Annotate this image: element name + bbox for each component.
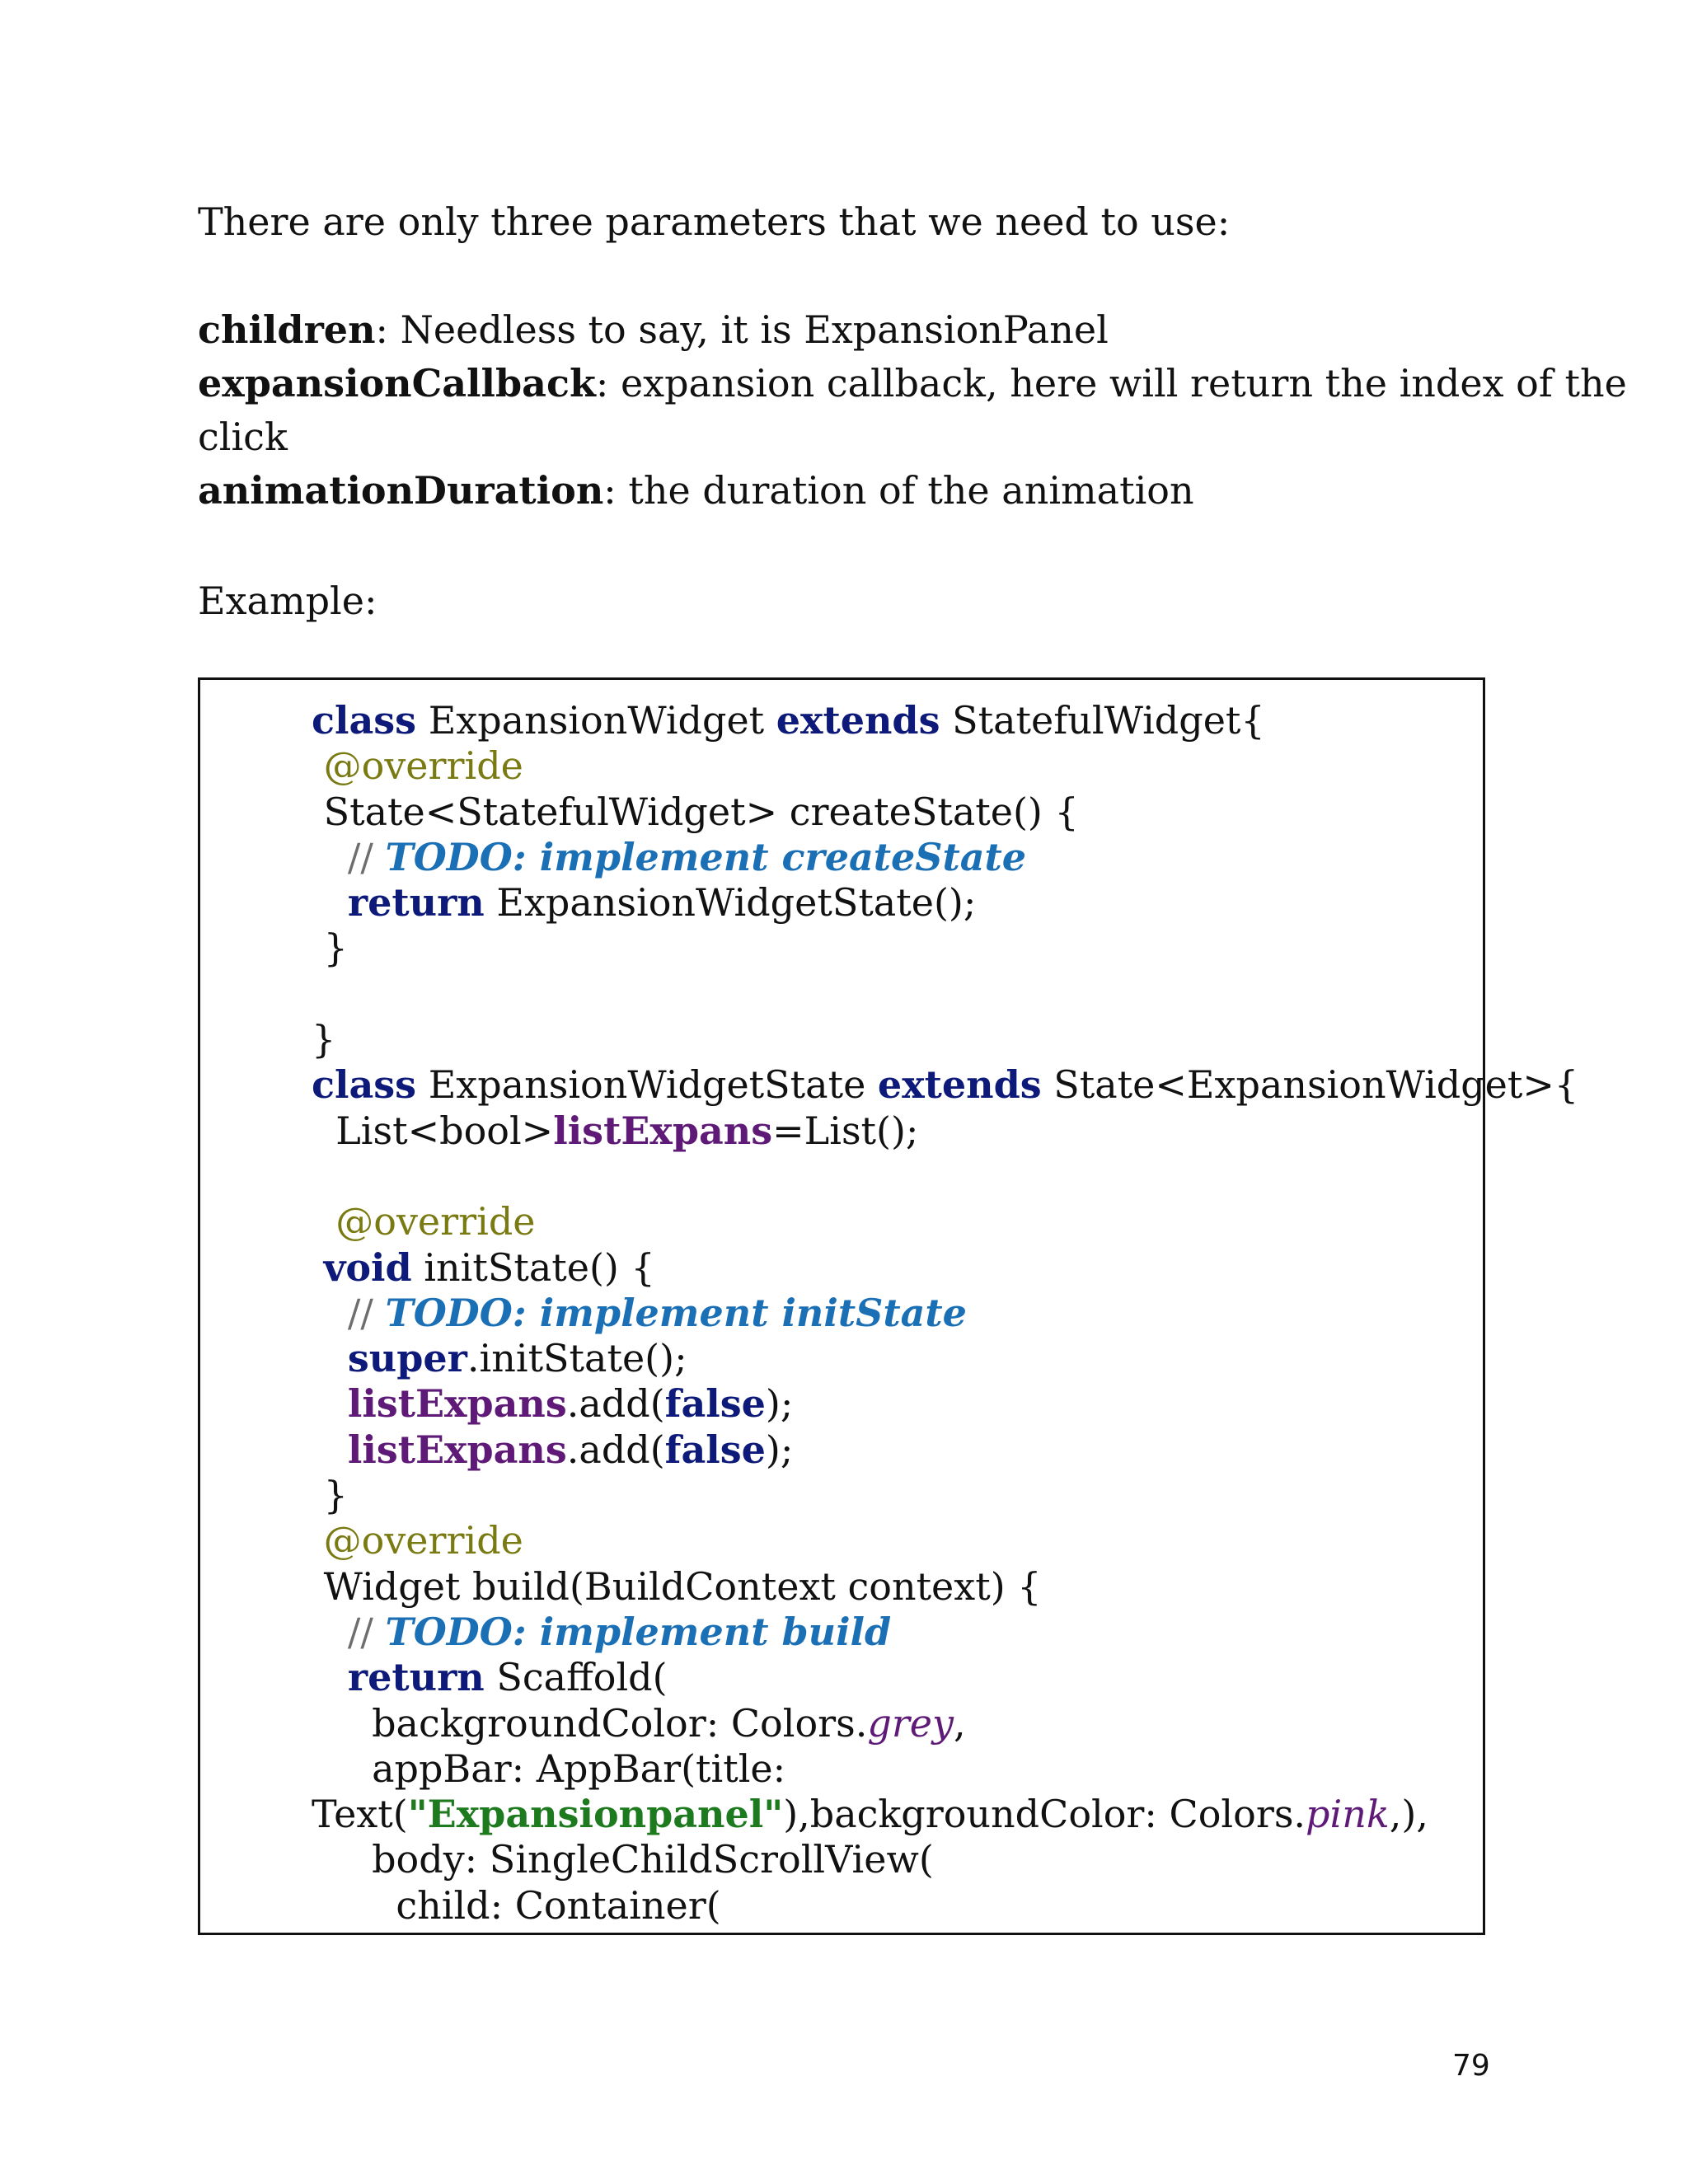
code-token: StatefulWidget{ <box>940 698 1265 743</box>
code-line <box>312 743 1578 789</box>
code-line <box>312 1336 1578 1381</box>
code-token: .initState(); <box>467 1336 687 1381</box>
code-token: class <box>312 698 417 743</box>
code-token: TODO: implement initState <box>385 1290 967 1335</box>
definition-animation-duration <box>198 464 1500 518</box>
code-token: super <box>347 1336 467 1381</box>
code-line <box>312 880 1578 926</box>
code-token: class <box>312 1062 417 1108</box>
code-token: State<StatefulWidget> createState() { <box>312 789 1079 834</box>
code-token: listExpans <box>347 1427 567 1472</box>
definition-text: : Needless to say, it is ExpansionPanel <box>375 307 1109 352</box>
code-token: ,), <box>1389 1792 1428 1837</box>
code-token: child: Container( <box>312 1882 721 1928</box>
code-token <box>312 1199 335 1244</box>
code-line <box>312 835 1578 880</box>
code-token: @override <box>323 1518 523 1563</box>
code-token: // <box>347 834 373 879</box>
code-listing <box>312 698 1578 1929</box>
code-token: initState() { <box>411 1244 655 1290</box>
code-line <box>312 1199 1578 1244</box>
code-token: return <box>347 880 485 926</box>
code-block <box>198 677 1579 1935</box>
definition-wrap-line: click <box>198 415 288 459</box>
code-token: backgroundColor: Colors. <box>312 1700 868 1746</box>
code-line <box>312 972 1578 1017</box>
code-token: extends <box>877 1062 1042 1108</box>
code-token: appBar: AppBar(title: <box>312 1746 786 1791</box>
code-token: extends <box>776 698 940 743</box>
code-token: listExpans <box>553 1108 773 1153</box>
code-token <box>373 835 386 879</box>
code-token <box>373 1291 386 1335</box>
code-line <box>312 1792 1578 1837</box>
code-token: ExpansionWidget <box>416 698 776 743</box>
code-token: // <box>347 1290 373 1335</box>
code-token: } <box>312 1017 336 1062</box>
code-line <box>312 1062 1578 1108</box>
code-line <box>312 1837 1578 1882</box>
definition-term: animationDuration <box>198 468 604 513</box>
intro-paragraph: There are only three parameters that we need to use: <box>198 199 1231 244</box>
code-token: Scaffold( <box>484 1655 668 1700</box>
code-token: return <box>347 1655 485 1700</box>
definition-term: expansionCallback <box>198 361 596 405</box>
code-token: } <box>312 1473 348 1518</box>
code-line <box>312 1381 1578 1427</box>
code-token: .add( <box>566 1381 665 1427</box>
code-token: pink <box>1306 1792 1390 1837</box>
code-line <box>312 1427 1578 1473</box>
code-token: "Expansionpanel" <box>407 1792 784 1837</box>
code-line <box>312 790 1578 835</box>
code-line <box>312 1154 1578 1199</box>
code-line <box>312 1291 1578 1336</box>
code-token: State<ExpansionWidget>{ <box>1041 1062 1579 1108</box>
code-token <box>312 1245 324 1290</box>
code-line <box>312 1746 1578 1792</box>
code-token: Widget build(BuildContext context) { <box>312 1563 1042 1609</box>
code-token: } <box>312 926 348 971</box>
code-token: ); <box>765 1381 794 1427</box>
code-line <box>312 1655 1578 1700</box>
code-token <box>312 835 348 879</box>
code-line <box>312 1883 1578 1929</box>
code-token <box>312 880 348 925</box>
code-token: ExpansionWidgetState <box>416 1062 878 1108</box>
code-token: TODO: implement createState <box>385 834 1027 879</box>
code-token: grey <box>867 1700 954 1746</box>
code-token: ),backgroundColor: Colors. <box>783 1792 1306 1837</box>
definition-term: children <box>198 307 376 352</box>
code-token: false <box>664 1427 766 1472</box>
code-line <box>312 1564 1578 1610</box>
code-token <box>312 1381 348 1426</box>
code-line <box>312 1610 1578 1655</box>
code-token <box>373 1610 386 1654</box>
code-token: Text( <box>312 1792 408 1837</box>
definition-text: : the duration of the animation <box>603 468 1194 513</box>
code-line <box>312 1473 1578 1518</box>
code-line <box>312 698 1578 743</box>
code-token: @override <box>335 1199 536 1244</box>
code-token: ); <box>765 1427 794 1472</box>
code-line <box>312 1518 1578 1563</box>
code-line <box>312 1017 1578 1062</box>
code-token <box>312 1518 324 1563</box>
code-token <box>312 743 324 788</box>
code-token: TODO: implement build <box>385 1609 892 1654</box>
definition-text: : expansion callback, here will return the index of the <box>595 361 1627 405</box>
definition-expansion-callback <box>198 357 1627 410</box>
code-token: // <box>347 1609 373 1654</box>
definition-children <box>198 303 1500 357</box>
code-token <box>312 1291 348 1335</box>
code-line <box>312 1701 1578 1746</box>
code-token: List<bool> <box>312 1108 554 1153</box>
code-token: .add( <box>566 1427 665 1472</box>
code-token <box>312 1427 348 1472</box>
code-token: body: SingleChildScrollView( <box>312 1837 934 1882</box>
code-token <box>312 1655 348 1699</box>
page-number: 79 <box>1452 2049 1490 2083</box>
code-token: false <box>664 1381 766 1427</box>
code-line <box>312 926 1578 971</box>
code-line <box>312 1108 1578 1154</box>
code-token: =List(); <box>772 1108 919 1153</box>
code-token: @override <box>323 743 523 789</box>
example-label: Example: <box>198 579 377 623</box>
parameter-definitions <box>198 303 1627 518</box>
code-token: , <box>954 1700 966 1746</box>
code-token: void <box>323 1244 412 1290</box>
code-token <box>312 1336 348 1380</box>
code-token: ExpansionWidgetState(); <box>484 880 977 926</box>
code-line <box>312 1245 1578 1291</box>
code-token <box>312 1610 348 1654</box>
code-token: listExpans <box>347 1381 567 1427</box>
